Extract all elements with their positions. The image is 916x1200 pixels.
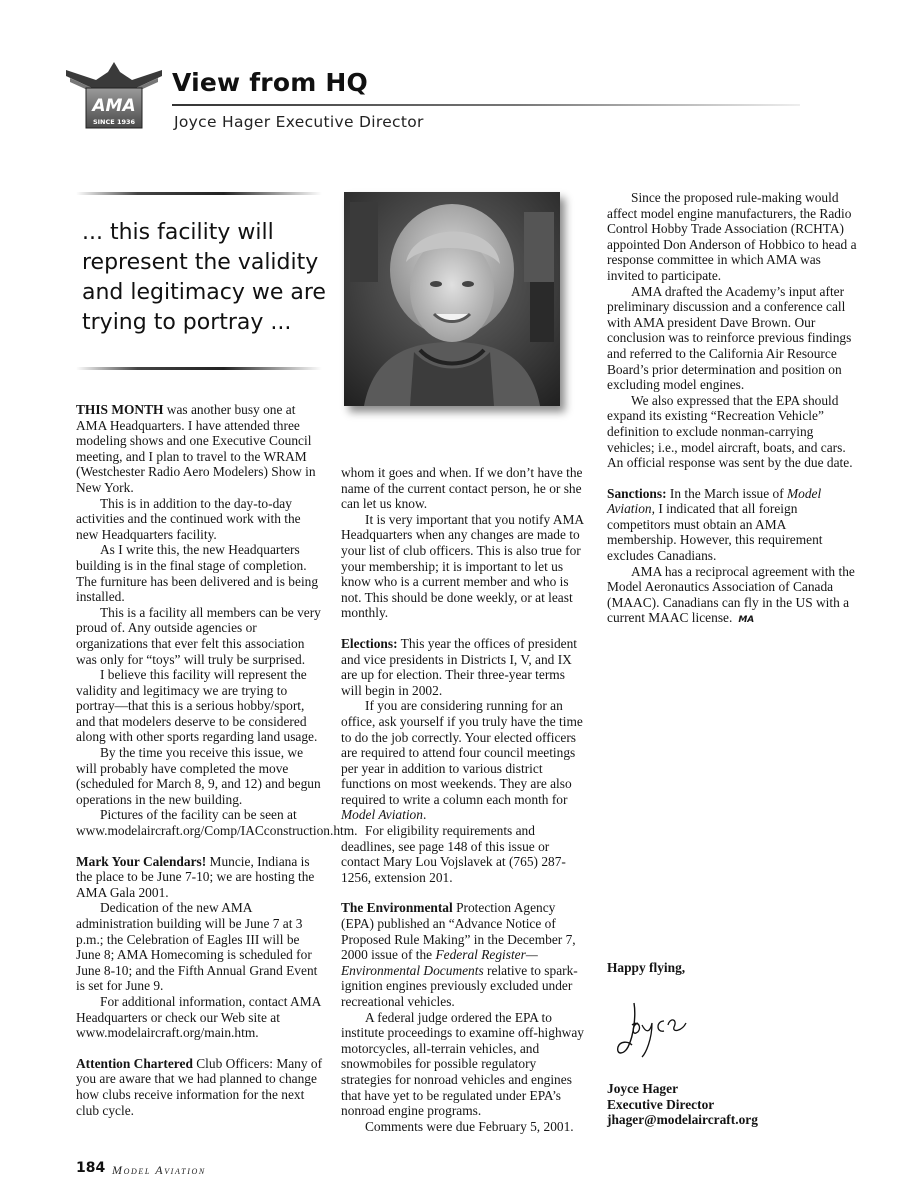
pull-quote: ... this facility will represent the validity and legitimacy we are trying to portray ... [82,220,326,335]
paragraph: Dedication of the new AMA administration building will be June 7 at 3 p.m.; the Celebration of Eagles III will be June 8; AMA Homecoming is scheduled for June 8-10; and the Fifth Annual Grand Event is set for June 9. [76,900,318,994]
run-in-head: The Environmental [341,900,453,916]
paragraph: The Environmental Protection Agency (EPA) published an “Advance Notice of Proposed Rule Making” in the December 7, 2000 issue of the Federal Register—Environmental Documents relative to spark-ignition engines previously excluded under recreational vehicles. [341,900,578,1009]
magazine-name: Model Aviation [112,1163,206,1177]
paragraph: This is in addition to the day-to-day activities and the continued work with the new Headquarters facility. [76,495,301,542]
signature [612,995,712,1065]
ama-logo [66,62,162,132]
end-mark: MA [738,615,755,626]
paragraph: If you are considering running for an office, ask yourself if you truly have the time to do the job correctly. Your elected officers are required to attend four council meetings per year in addition to various district functions on most weekends. They are also required to write a column each month for Model Aviation. [341,698,583,823]
closing: Happy flying, [607,960,686,975]
paragraph: Comments were due February 5, 2001. [365,1118,574,1134]
paragraph: By the time you receive this issue, we will probably have completed the move (scheduled for March 8, 9, and 12) and begun operations in the new building. [76,745,321,807]
paragraph: Pictures of the facility can be seen at www.modelaircraft.org/Comp/IACconstruction.htm. [76,807,358,839]
run-in-head: THIS MONTH [76,402,164,417]
byline: Joyce Hager Executive Director [174,113,424,131]
paragraph: This is a facility all members can be very proud of. Any outside agencies or organizations that ever felt this association was only for “toys” will truly be surprised. [76,604,321,667]
paragraph: For eligibility requirements and deadlines, see page 148 of this issue or contact Mary Lou Vojslavek at (765) 287-1256, extension 201. [341,823,566,885]
logo-text: AMA [92,96,136,116]
paragraph: Mark Your Calendars! Muncie, Indiana is the place to be June 7-10; we are hosting the AMA Gala 2001. [76,853,315,900]
paragraph: A federal judge ordered the EPA to institute proceedings to examine off-highway motorcycles, all-terrain vehicles, and snowmobiles for possible regulatory strategies for nonroad vehicles and engines that have yet to be regulated under EPA’s nonroad engine programs. [341,1009,584,1119]
paragraph: THIS MONTH was another busy one at AMA Headquarters. I have attended three modeling shows and one Executive Council meeting, and I plan to travel to the WRAM (Westchester Radio Aero Modelers) Show in New York. [76,402,316,495]
paragraph: whom it goes and when. If we don’t have the name of the current contact person, he or she can let us know. [341,465,583,512]
pull-quote-rule-bottom [76,367,322,370]
title-rule [172,104,800,106]
paragraph: Sanctions: In the March issue of Model Aviation, I indicated that all foreign competitors must obtain an AMA membership. However, this requirement excludes Canadians. [607,485,823,564]
svg-text:Joyce: Joyce [612,995,615,996]
paragraph: AMA drafted the Academy’s input after preliminary discussion and a conference call with AMA president Dave Brown. Our conclusion was to reinforce previous findings and referred to the California Air Resource Board’s prior determination and position on excluding model engines. [607,283,852,393]
run-in-head: Mark Your Calendars! [76,853,207,869]
paragraph: For additional information, contact AMA Headquarters or check our Web site at www.modelaircraft.org/main.htm. [76,993,321,1041]
paragraph: As I write this, the new Headquarters building is in the final stage of completion. The furniture has been delivered and is being installed. [76,542,319,605]
paragraph: It is very important that you notify AMA Headquarters when any changes are made to your list of club officers. This is also true for your membership; it is important to let us know who is a current member and who is not. This should be done weekly, or at least monthly. [341,511,584,621]
paragraph: We also expressed that the EPA should expand its existing “Recreation Vehicle” definition to exclude nonman-carrying vehicles; i.e., model aircraft, boats, and cars. An official response was sent by the due date. [607,392,853,471]
column-2 [341,465,589,1134]
paragraph: Elections: This year the offices of president and vice presidents in Districts I, V, and IX are up for election. Their three-year terms will begin in 2002. [341,635,578,698]
page-number: 184 [76,1160,106,1176]
author-email[interactable]: jhager@modelaircraft.org [607,1112,758,1128]
author-role: Executive Director [607,1096,715,1112]
page-title: View from HQ [172,68,368,97]
run-in-head: Attention Chartered [76,1055,193,1071]
paragraph: Since the proposed rule-making would affect model engine manufacturers, the Radio Control Hobby Trade Association (RCHTA) appointed Don Anderson of Hobbico to head a response committee in which AMA was invited to participate. [607,190,857,283]
paragraph: Attention Chartered Club Officers: Many of you are aware that we had planned to change how clubs receive information for the next club cycle. [76,1055,323,1118]
column-1 [76,402,358,1118]
logo-since: SINCE 1936 [92,118,136,126]
run-in-head: Elections: [341,635,398,651]
pull-quote-rule-top [76,192,322,195]
column-3 [607,190,857,629]
run-in-head: Sanctions: [607,485,667,501]
paragraph: AMA has a reciprocal agreement with the Model Aeronautics Association of Canada (MAAC). Canadians can fly in the US with a current MAAC license. MA [607,563,855,626]
portrait-photo [344,192,560,406]
paragraph: I believe this facility will represent the validity and legitimacy we are trying to portray—that this is a serious hobby/sport, and that modelers deserve to be considered along with other sports regarding land usage. [76,667,318,745]
author-name: Joyce Hager [607,1081,679,1096]
author-signoff [607,1081,867,1128]
